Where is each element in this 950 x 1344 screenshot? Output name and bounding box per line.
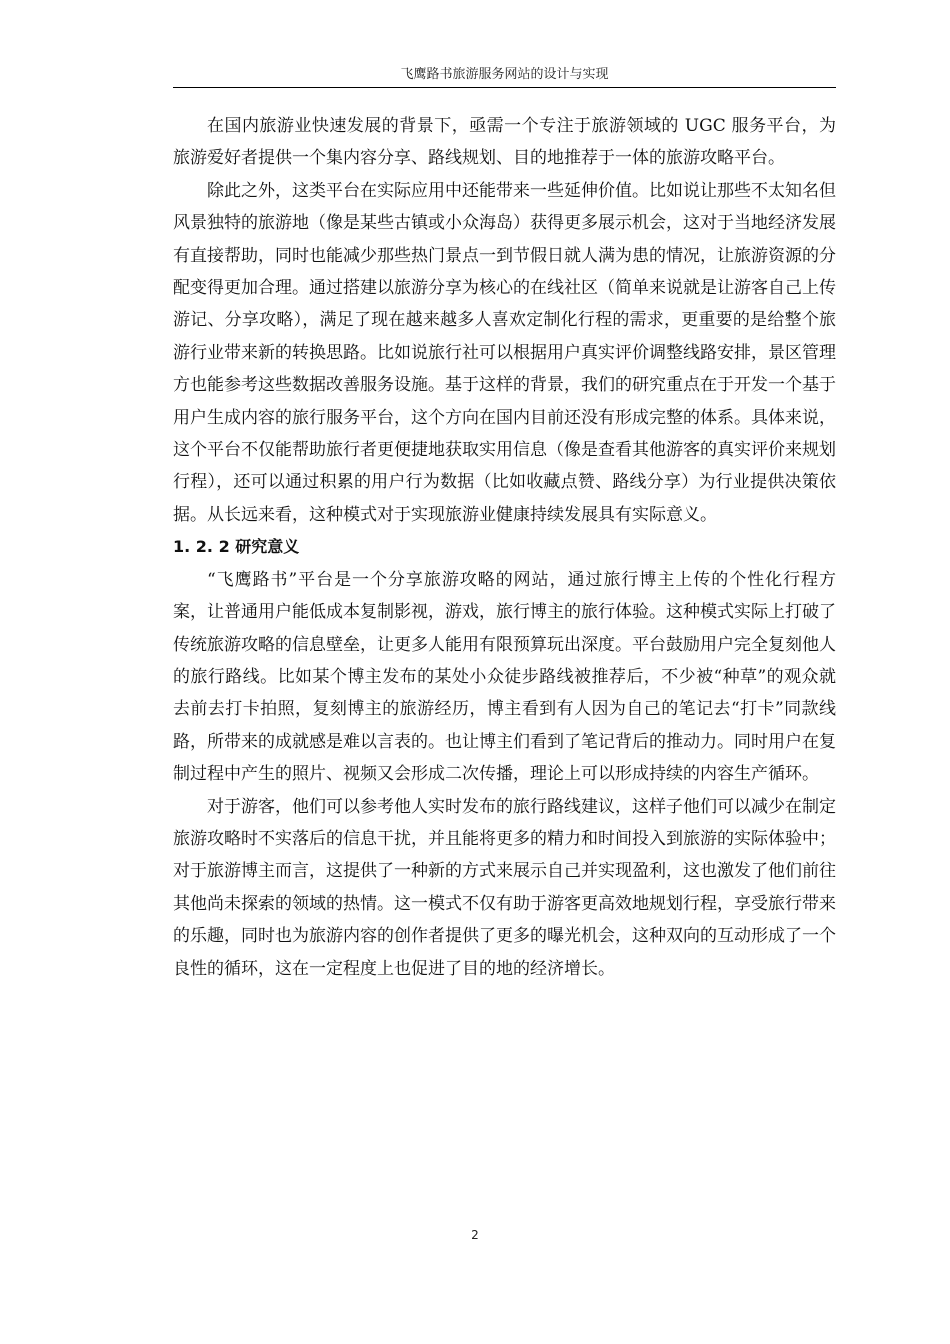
paragraph-platform-intro: “飞鹰路书”平台是一个分享旅游攻略的网站，通过旅行博主上传的个性化行程方案，让普通用户能低成本复制影视，游戏，旅行博主的旅行体验。这种模式实际上打破了传统旅游攻略的信息壁垒，让更多人能用有限预算玩出深度。平台鼓励用户完全复刻他人的旅行路线。比如某个博主发布的某处小众徒步路线被推荐后，不少被“种草”的观众就去前去打卡拍照，复刻博主的旅游经历，博主看到有人因为自己的笔记去“打卡”同款线路，所带来的成就感是难以言表的。也让博主们看到了笔记背后的推动力。同时用户在复制过程中产生的照片、视频又会形成二次传播，理论上可以形成持续的内容生产循环。	[173, 569, 836, 785]
paragraph-background: 在国内旅游业快速发展的背景下，亟需一个专注于旅游领域的 UGC 服务平台，为旅游爱好者提供一个集内容分享、路线规划、目的地推荐于一体的旅游攻略平台。	[173, 116, 836, 169]
paragraph-extended-value: 除此之外，这类平台在实际应用中还能带来一些延伸价值。比如说让那些不太知名但风景独特的旅游地（像是某些古镇或小众海岛）获得更多展示机会，这对于当地经济发展有直接帮助，同时也能减少那些热门景点一到节假日就人满为患的情况，让旅游资源的分配变得更加合理。通过搭建以旅游分享为核心的在线社区（简单来说就是让游客自己上传游记、分享攻略），满足了现在越来越多人喜欢定制化行程的需求，更重要的是给整个旅游行业带来新的转换思路。比如说旅行社可以根据用户真实评价调整线路安排，景区管理方也能参考这些数据改善服务设施。基于这样的背景，我们的研究重点在于开发一个基于用户生成内容的旅行服务平台，这个方向在国内目前还没有形成完整的体系。具体来说，这个平台不仅能帮助旅行者更便捷地获取实用信息（像是查看其他游客的真实评价来规划行程），还可以通过积累的用户行为数据（比如收藏点赞、路线分享）为行业提供决策依据。从长远来看，这种模式对于实现旅游业健康持续发展具有实际意义。	[173, 180, 836, 525]
page-number: 2	[471, 1228, 479, 1242]
paragraph-benefits: 对于游客，他们可以参考他人实时发布的旅行路线建议，这样子他们可以减少在制定旅游攻略时不实落后的信息干扰，并且能将更多的精力和时间投入到旅游的实际体验中；对于旅游博主而言，这提供了一种新的方式来展示自己并实现盈利，这也激发了他们前往其他尚未探索的领域的热情。这一模式不仅有助于游客更高效地规划行程，享受旅行带来的乐趣，同时也为旅游内容的创作者提供了更多的曝光机会，这种双向的互动形成了一个良性的循环，这在一定程度上也促进了目的地的经济增长。	[173, 796, 836, 979]
header-divider	[173, 87, 836, 88]
section-heading: 1. 2. 2 研究意义	[173, 537, 300, 557]
page-body	[173, 110, 836, 985]
running-header: 飞鹰路书旅游服务网站的设计与实现	[400, 67, 609, 82]
